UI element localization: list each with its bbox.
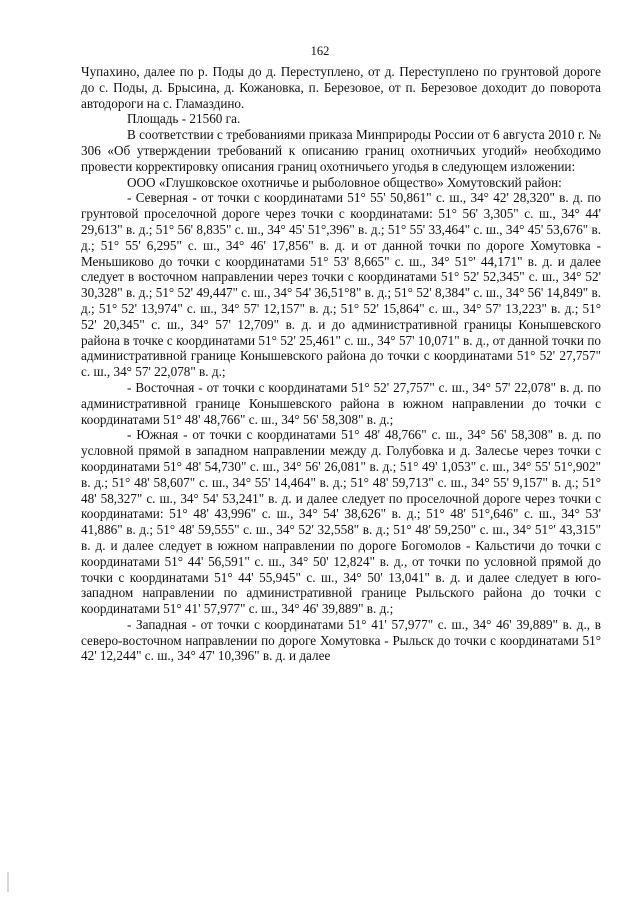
document-body (81, 64, 601, 664)
paragraph-western-boundary: - Западная - от точки с координатами 51° 41' 57,977" с. ш., 34° 46' 39,889" в. д., в северо-восточном направлении по дороге Хомутовка - Рыльск до точки с координатами 51° 42' 12,244" с. ш., 34° 47' 10,396" в. д. и далее (81, 616, 601, 664)
paragraph-requirement: В соответствии с требованиями приказа Минприроды России от 6 августа 2010 г. № 306 «Об утверждении требований к описанию границ охотничьих угодий» необходимо провести корректировку описания границ охотничьего угодья в следующем изложении: (81, 127, 601, 174)
paragraph-eastern-boundary: - Восточная - от точки с координатами 51° 52' 27,757" с. ш., 34° 57' 22,078" в. д. по административной границе Конышевского района в южном направлении до точки с координатами 51° 48' 48,766" с. ш., 34° 56' 58,308" в. д.; (81, 379, 601, 427)
paragraph-boundary-continuation: Чупахино, далее по р. Поды до д. Переступлено, от д. Переступлено по грунтовой дороге до с. Поды, д. Брысина, д. Кожановка, п. Березовое, от п. Березовое доходит до поворота автодороги на с. Гламаздино. (81, 64, 601, 111)
paragraph-area: Площадь - 21560 га. (127, 111, 241, 127)
paragraph-northern-boundary: - Северная - от точки с координатами 51° 55' 50,861" с. ш., 34° 42' 28,320" в. д. по грунтовой проселочной дороге через точки с координатами: 51° 56' 3,305" с. ш., 34° 44' 29,613" в. д.; 51° 56' 8,835" с. ш., 34° 45' 51°,396" в. д.; 51° 55' 33,464" с. ш., 34° 45' 53,676" в. д.; 51° 55' 6,295" с. ш., 34° 46' 17,856" в. д. и от данной точки по дороге Хомутовка - Меньшиково до точки с координатами 51° 53' 8,665" с. ш., 34° 51°' 44,171" в. д. и далее следует в восточном направлении через точки с координатами 51° 52' 52,345" с. ш., 34° 52' 30,328" в. д.; 51° 52' 49,447" с. ш., 34° 54' 36,51°8" в. д.; 51° 52' 8,384" с. ш., 34° 56' 14,849" в. д.; 51° 52' 13,974" с. ш., 34° 57' 12,157" в. д.; 51° 52' 15,864" с. ш., 34° 57' 13,223" в. д.; 51° 52' 20,345" с. ш., 34° 57' 12,709" в. д. и до административной границы Конышевского района в точке с координатами 51° 52' 25,461" с. ш., 34° 57' 10,071" в. д., от данной точки по административной границе Конышевского района до точки с координатами 51° 52' 27,757" с. ш., 34° 57' 22,078" в. д.; (81, 190, 601, 380)
paragraph-southern-boundary: - Южная - от точки с координатами 51° 48' 48,766" с. ш., 34° 56' 58,308" в. д. по условной прямой в западном направлении между д. Голубовка и д. Залесье через точки с координатами 51° 48' 54,730" с. ш., 34° 56' 26,081" в. д.; 51° 49' 1,053" с. ш., 34° 55' 51°,902" в. д.; 51° 48' 58,607" с. ш., 34° 55' 14,464" в. д.; 51° 48' 59,713" с. ш., 34° 55' 9,157" в. д.; 51° 48' 58,327" с. ш., 34° 54' 53,241" в. д. и далее следует по проселочной дороге через точки с координатами: 51° 48' 43,996" с. ш., 34° 54' 38,626" в. д.; 51° 48' 51°,646" с. ш., 34° 53' 41,886" в. д.; 51° 48' 59,555" с. ш., 34° 52' 32,558" в. д.; 51° 48' 59,250" с. ш., 34° 51°' 43,315" в. д. и далее следует в южном направлении по дороге Богомолов - Кальстичи до точки с координатами 51° 44' 56,591" с. ш., 34° 50' 12,824" в. д., от точки по условной прямой до точки с координатами 51° 44' 55,945" с. ш., 34° 50' 13,041" в. д. и далее следует в юго-западном направлении по административной границе Рыльского района до точки с координатами 51° 41' 57,977" с. ш., 34° 46' 39,889" в. д.; (81, 427, 601, 617)
page-number: 162 (310, 44, 330, 58)
scan-edge-mark (7, 872, 9, 892)
paragraph-organization: ООО «Глушковское охотничье и рыболовное общество» Хомутовский район: (127, 174, 562, 190)
